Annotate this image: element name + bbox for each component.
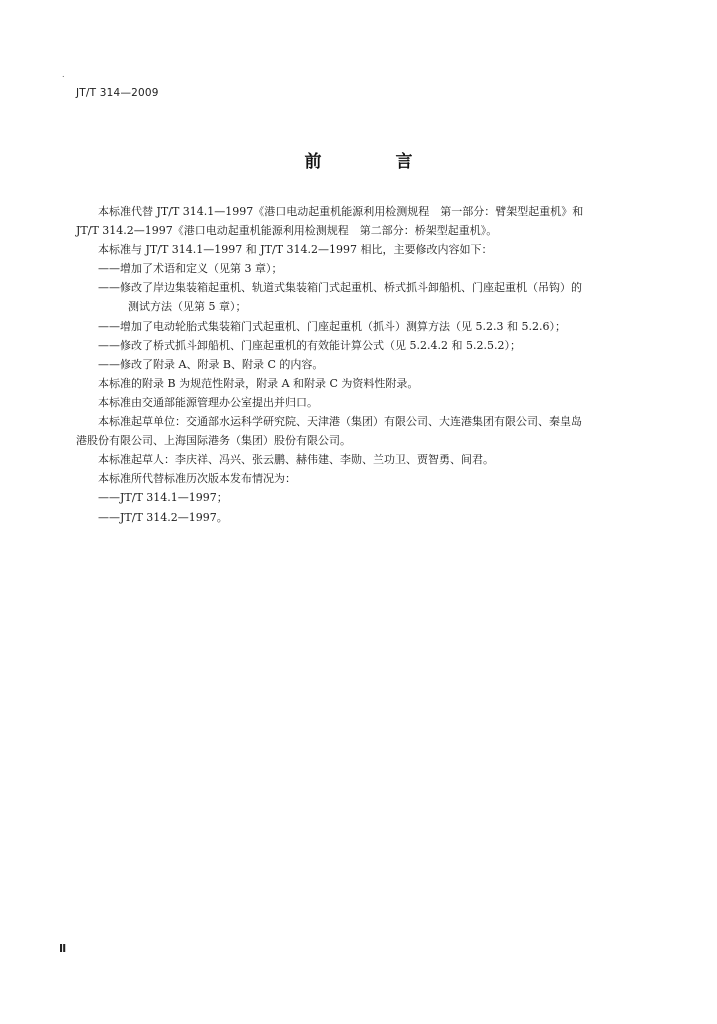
paragraph-line: 本标准起草单位：交通部水运科学研究院、天津港（集团）有限公司、大连港集团有限公司、秦皇岛 (98, 415, 582, 429)
paragraph-line: 本标准所代替标准历次版本发布情况为： (98, 472, 296, 486)
paragraph-line: 本标准的附录 B 为规范性附录，附录 A 和附录 C 为资料性附录。 (98, 376, 419, 390)
paragraph-line: JT/T 314.2—1997《港口电动起重机能源利用检测规程 第二部分：桥架型起重机》。 (76, 224, 498, 238)
foreword-body (76, 202, 656, 527)
paragraph-line: 港股份有限公司、上海国际港务（集团）股份有限公司。 (76, 434, 351, 448)
standard-code-header: JT/T 314—2009 (76, 87, 159, 99)
list-item: ——修改了岸边集装箱起重机、轨道式集装箱门式起重机、桥式抓斗卸船机、门座起重机（吊钩）的 (98, 281, 582, 295)
list-item: ——修改了桥式抓斗卸船机、门座起重机的有效能计算公式（见 5.2.4.2 和 5.2.5.2）； (98, 338, 521, 352)
corner-mark: . (62, 70, 65, 79)
paragraph-line: 本标准起草人：李庆祥、冯兴、张云鹏、赫伟建、李勋、兰功卫、贾智勇、间君。 (98, 453, 494, 467)
paragraph-line: 本标准与 JT/T 314.1—1997 和 JT/T 314.2—1997 相比，主要修改内容如下： (98, 243, 493, 257)
page-number: Ⅱ (59, 942, 67, 955)
list-item: ——增加了电动轮胎式集装箱门式起重机、门座起重机（抓斗）测算方法（见 5.2.3 和 5.2.6）； (98, 319, 566, 333)
page-title: 前 言 (304, 152, 447, 172)
list-item: ——JT/T 314.1—1997； (98, 491, 228, 505)
list-item: ——增加了术语和定义（见第 3 章）； (98, 262, 283, 276)
list-item-continuation: 测试方法（见第 5 章）； (128, 300, 247, 314)
list-item: ——修改了附录 A、附录 B、附录 C 的内容。 (98, 357, 324, 371)
list-item: ——JT/T 314.2—1997。 (98, 510, 228, 524)
paragraph-line: 本标准代替 JT/T 314.1—1997《港口电动起重机能源利用检测规程 第一部分：臂架型起重机》和 (98, 205, 584, 218)
paragraph-line: 本标准由交通部能源管理办公室提出并归口。 (98, 395, 318, 409)
